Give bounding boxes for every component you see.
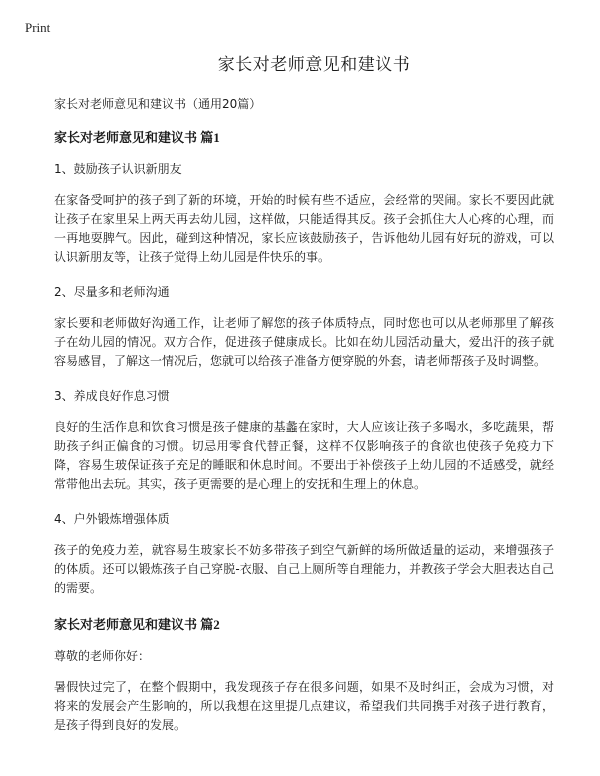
section-2-paragraph-1: 暑假快过完了，在整个假期中，我发现孩子存在很多问题，如果不及时纠正，会成为习惯，对将来的发展会产生影响的，所以我想在这里提几点建议，希望我们共同携手对孩子进行教育，是孩子得到良好的发展。: [54, 680, 554, 732]
section-1-subheading-3: 3、养成良好作息习惯: [54, 389, 170, 403]
section-2-heading: 家长对老师意见和建议书 篇2: [54, 617, 220, 632]
section-1-paragraph-4: 孩子的免疫力差，就容易生玻家长不妨多带孩子到空气新鲜的场所做适量的运动，来增强孩子的体质。还可以锻炼孩子自己穿脱-衣服、自己上厕所等自理能力，并教孩子学会大胆表达自己的需要。: [54, 543, 554, 595]
section-1-paragraph-3: 良好的生活作息和饮食习惯是孩子健康的基蠡在家时，大人应该让孩子多喝水，多吃蔬果，帮助孩子纠正偏食的习惯。切忌用零食代替正餐，这样不仅影响孩子的食欲也使孩子免疫力下降，容易生玻保证孩子充足的睡眠和休息时间。不要出于补偿孩子上幼儿园的不适感受，就经常带他出去玩。其实，孩子更需要的是心理上的安抚和生理上的休息。: [54, 420, 554, 491]
section-1-paragraph-1: 在家备受呵护的孩子到了新的环境，开始的时候有些不适应，会经常的哭闹。家长不要因此就让孩子在家里呆上两天再去幼儿园，这样做，只能适得其反。孩子会抓住大人心疼的心理，而一再地耍脾气。因此，碰到这种情况，家长应该鼓励孩子，告诉他幼儿园有好玩的游戏，可以认识新朋友等，让孩子觉得上幼儿园是件快乐的事。: [54, 193, 554, 264]
print-label: Print: [25, 20, 51, 35]
document-title: 家长对老师意见和建议书: [217, 55, 411, 75]
section-1-subheading-2: 2、尽量多和老师沟通: [54, 285, 170, 299]
section-1-heading: 家长对老师意见和建议书 篇1: [54, 130, 220, 145]
intro-line: 家长对老师意见和建议书（通用20篇）: [54, 97, 262, 111]
section-1-paragraph-2: 家长要和老师做好沟通工作，让老师了解您的孩子体质特点，同时您也可以从老师那里了解孩子在幼儿园的情况。双方合作，促进孩子健康成长。比如在幼儿园活动量大，爱出汗的孩子就容易感冒，了解这一情况后，您就可以给孩子准备方便穿脱的外套，请老师帮孩子及时调整。: [54, 316, 554, 368]
section-1-subheading-1: 1、鼓励孩子认识新朋友: [54, 162, 182, 176]
section-2-greeting: 尊敬的老师你好：: [54, 649, 151, 663]
document-page: [54, 50, 554, 751]
section-1-subheading-4: 4、户外锻炼增强体质: [54, 512, 170, 526]
